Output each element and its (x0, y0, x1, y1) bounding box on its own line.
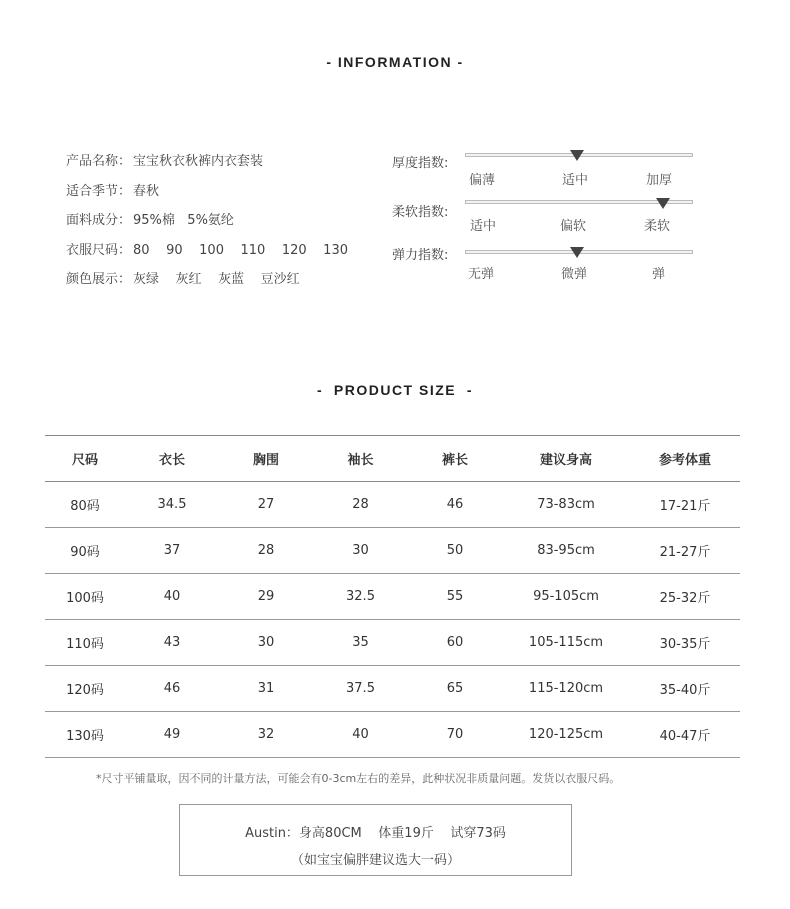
table-cell: 30 (219, 620, 313, 666)
spec-row-name (66, 152, 348, 182)
table-row (45, 574, 740, 620)
spec-label: 产品名称： (66, 154, 132, 169)
spec-label: 颜色展示： (66, 272, 132, 287)
spec-list (66, 152, 348, 300)
table-cell: 65 (408, 666, 502, 712)
spec-value: 灰绿 灰红 灰蓝 豆沙红 (133, 272, 300, 287)
table-cell: 37.5 (313, 666, 408, 712)
table-cell: 17-21斤 (630, 482, 740, 528)
table-cell: 73-83cm (502, 482, 630, 528)
table-cell: 105-115cm (502, 620, 630, 666)
index-label: 弹力指数: (392, 248, 449, 263)
spec-row-colors (66, 270, 348, 300)
index-option: 偏薄 (469, 173, 496, 188)
table-cell: 100码 (45, 574, 125, 620)
table-cell: 28 (219, 528, 313, 574)
index-label: 柔软指数: (392, 205, 449, 220)
thickness-index (392, 150, 702, 196)
index-option: 弹 (652, 267, 666, 282)
model-advice: （如宝宝偏胖建议选大一码） (290, 853, 460, 868)
column-header: 衣长 (125, 436, 219, 482)
measurement-note: *尺寸平铺量取，因不同的计量方法，可能会有0-3cm左右的差异，此种状况非质量问题。发货以衣服尺码。 (96, 772, 621, 785)
elasticity-index (392, 242, 702, 288)
table-cell: 49 (125, 712, 219, 758)
table-cell: 46 (408, 482, 502, 528)
index-option: 偏软 (560, 219, 587, 234)
column-header: 袖长 (313, 436, 408, 482)
table-cell: 27 (219, 482, 313, 528)
spec-label: 适合季节： (66, 183, 132, 199)
index-label: 厚度指数: (392, 156, 449, 171)
table-cell: 29 (219, 574, 313, 620)
table-header-row (45, 436, 740, 482)
index-marker (656, 198, 670, 209)
column-header: 裤长 (408, 436, 502, 482)
table-cell: 43 (125, 620, 219, 666)
index-option: 适中 (562, 173, 589, 188)
table-row (45, 482, 740, 528)
size-table (45, 435, 740, 758)
softness-index (392, 198, 702, 244)
column-header: 尺码 (45, 436, 125, 482)
table-cell: 55 (408, 574, 502, 620)
column-header: 参考体重 (630, 436, 740, 482)
index-option: 柔软 (644, 219, 671, 234)
spec-value: 宝宝秋衣秋裤内衣套装 (133, 154, 264, 169)
model-info-box (179, 804, 572, 876)
table-cell: 31 (219, 666, 313, 712)
column-header: 胸围 (219, 436, 313, 482)
table-cell: 95-105cm (502, 574, 630, 620)
table-cell: 35-40斤 (630, 666, 740, 712)
product-size-title: - PRODUCT SIZE - (316, 382, 474, 398)
table-cell: 40-47斤 (630, 712, 740, 758)
table-cell: 34.5 (125, 482, 219, 528)
table-cell: 32.5 (313, 574, 408, 620)
table-cell: 130码 (45, 712, 125, 758)
index-marker (570, 247, 584, 258)
table-cell: 28 (313, 482, 408, 528)
index-option: 加厚 (646, 173, 673, 188)
table-row (45, 620, 740, 666)
index-marker (570, 150, 584, 161)
table-cell: 37 (125, 528, 219, 574)
spec-row-sizes (66, 241, 348, 271)
model-stats: Austin：身高80CM 体重19斤 试穿73码 (245, 826, 506, 841)
table-cell: 120码 (45, 666, 125, 712)
table-cell: 120-125cm (502, 712, 630, 758)
table-cell: 70 (408, 712, 502, 758)
table-cell: 30-35斤 (630, 620, 740, 666)
index-option: 适中 (470, 219, 497, 234)
spec-label: 衣服尺码： (66, 242, 132, 258)
table-cell: 50 (408, 528, 502, 574)
spec-value: 95%棉 5%氨纶 (133, 213, 234, 228)
information-title: - INFORMATION - (326, 54, 464, 70)
table-cell: 30 (313, 528, 408, 574)
spec-row-season (66, 182, 348, 212)
spec-label: 面料成分： (66, 213, 132, 228)
table-cell: 110码 (45, 620, 125, 666)
table-cell: 25-32斤 (630, 574, 740, 620)
table-row (45, 528, 740, 574)
table-cell: 35 (313, 620, 408, 666)
table-cell: 32 (219, 712, 313, 758)
table-cell: 83-95cm (502, 528, 630, 574)
table-cell: 46 (125, 666, 219, 712)
column-header: 建议身高 (502, 436, 630, 482)
table-cell: 80码 (45, 482, 125, 528)
spec-value: 春秋 (133, 183, 160, 199)
table-cell: 40 (125, 574, 219, 620)
table-row (45, 666, 740, 712)
table-cell: 115-120cm (502, 666, 630, 712)
spec-row-fabric (66, 211, 348, 241)
index-option: 微弹 (561, 267, 588, 282)
spec-value: 80 90 100 110 120 130 (133, 242, 348, 258)
table-cell: 40 (313, 712, 408, 758)
table-row (45, 712, 740, 758)
index-option: 无弹 (468, 267, 495, 282)
table-cell: 60 (408, 620, 502, 666)
table-cell: 90码 (45, 528, 125, 574)
table-cell: 21-27斤 (630, 528, 740, 574)
